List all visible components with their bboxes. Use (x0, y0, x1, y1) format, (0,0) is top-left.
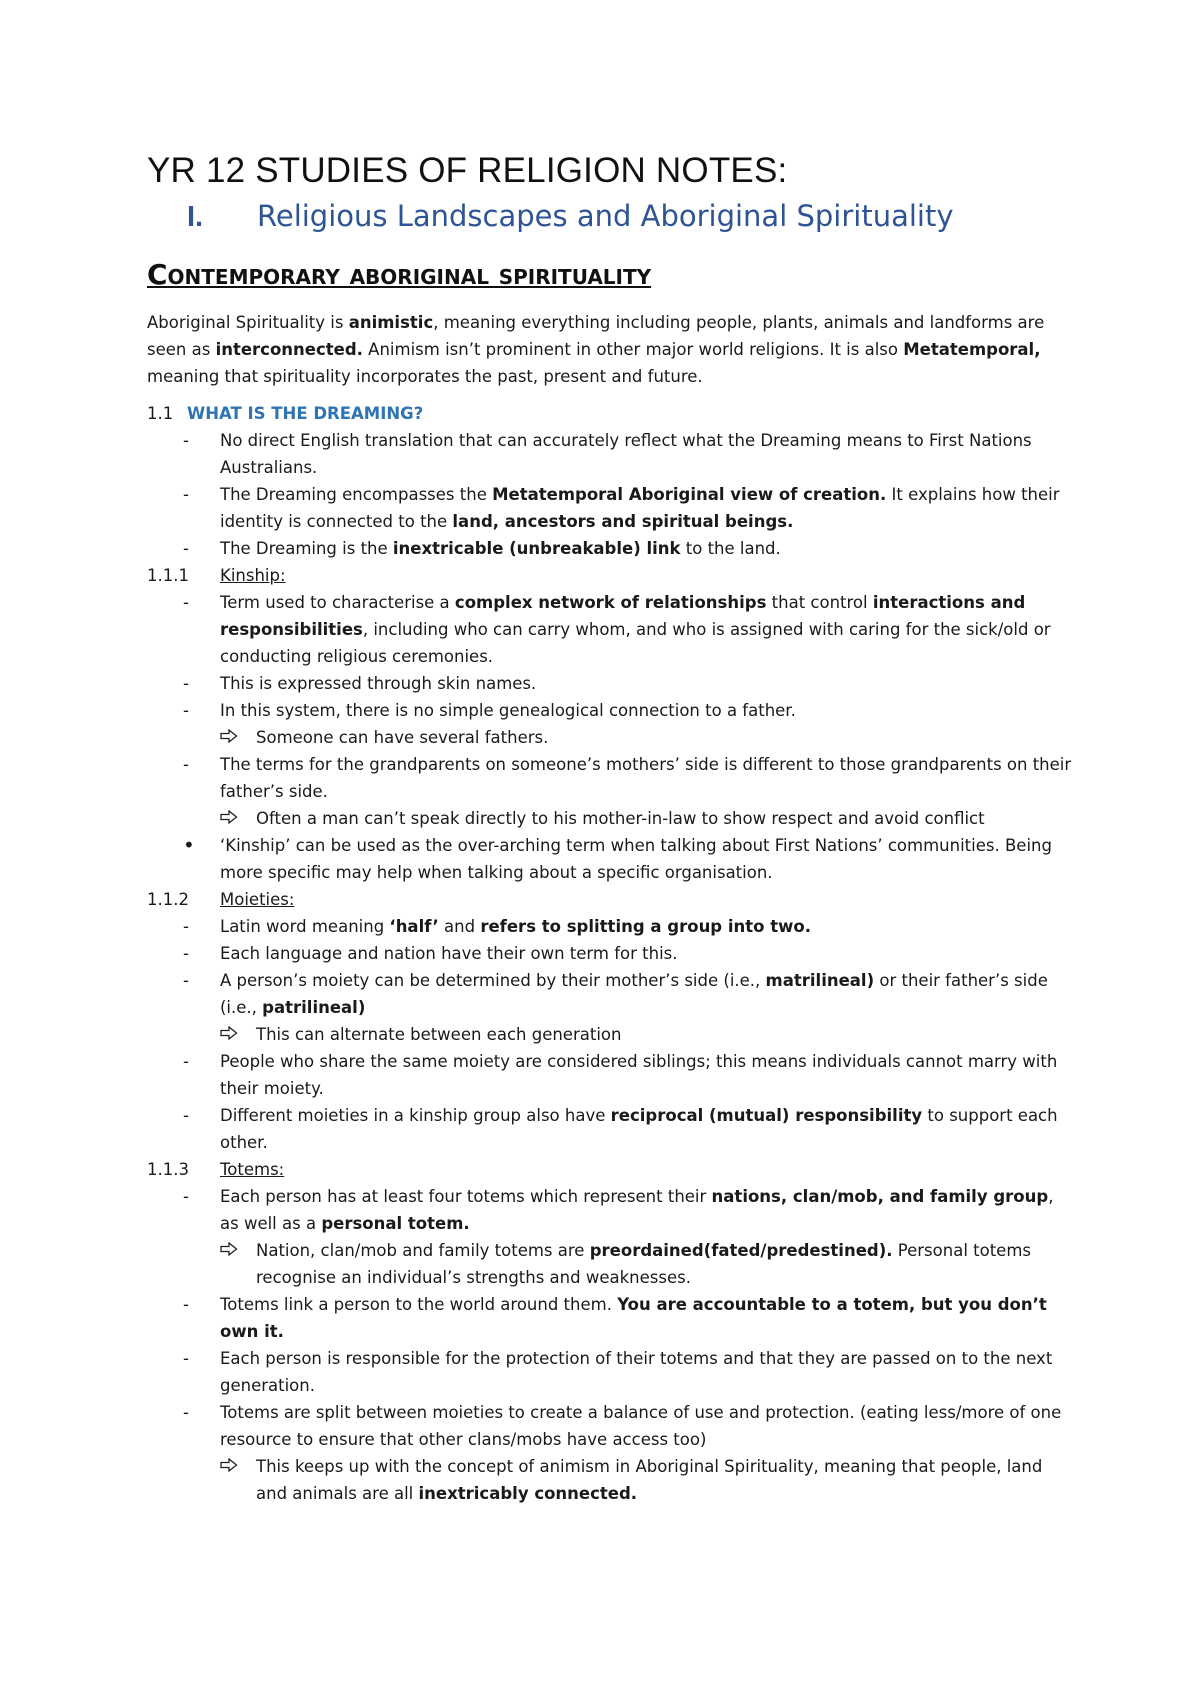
list-item-text (256, 1021, 1077, 1048)
text-run: Each language and nation have their own term for this. (220, 944, 678, 963)
bold-text: complex network of relationships (454, 593, 767, 612)
text-run: Each person is responsible for the protection of their totems and that they are passed on to the next generation. (220, 1349, 1053, 1395)
bold-text: nations, clan/mob, and family group (711, 1187, 1049, 1206)
list-item-text (220, 697, 1077, 724)
dash-icon: - (183, 1295, 189, 1314)
bold-text: inextricably connected. (418, 1484, 638, 1503)
text-run: Each person has at least four totems which represent their (220, 1187, 712, 1206)
text-run: Animism isn’t prominent in other major world religions. It is also (362, 340, 904, 359)
dash-list-item (147, 913, 1077, 940)
dash-icon: - (183, 539, 189, 558)
bold-text: personal totem. (321, 1214, 470, 1233)
notes-list (147, 400, 1077, 1507)
arrow-list-item (147, 805, 1077, 832)
bold-text: reciprocal (mutual) responsibility (610, 1106, 923, 1125)
text-run: Aboriginal Spirituality is (147, 313, 349, 332)
document-content (147, 148, 1077, 1507)
list-item-text (256, 724, 1077, 751)
dash-list-item (147, 427, 1077, 481)
bullet-icon: • (183, 833, 195, 857)
list-item-text (220, 913, 1077, 940)
text-run: Totems link a person to the world around them. (220, 1295, 618, 1314)
chapter-number: I. (187, 201, 204, 233)
list-item-text (220, 1048, 1077, 1102)
section-heading: Contemporary aboriginal spirituality (147, 258, 652, 291)
subsubsection-heading (147, 562, 1077, 589)
text-run: that control (766, 593, 873, 612)
dash-list-item (147, 1291, 1077, 1345)
subsubsection-heading (147, 886, 1077, 913)
text-run: A person’s moiety can be determined by their mother’s side (i.e., (220, 971, 766, 990)
text-run: In this system, there is no simple genealogical connection to a father. (220, 701, 796, 720)
bold-text: matrilineal) (765, 971, 875, 990)
text-run: No direct English translation that can accurately reflect what the Dreaming means to First Nations Australians. (220, 431, 1032, 477)
dash-icon: - (183, 1349, 189, 1368)
heading-number: 1.1.1 (147, 566, 189, 585)
list-item-text (220, 967, 1077, 1021)
bold-text: ‘half’ (389, 917, 439, 936)
arrow-icon (220, 1453, 256, 1507)
text-run: People who share the same moiety are considered siblings; this means individuals cannot marry with their moiety. (220, 1052, 1058, 1098)
list-item-text (220, 427, 1077, 481)
list-item-text (256, 1453, 1077, 1507)
text-run: The Dreaming is the (220, 539, 393, 558)
list-item-text (220, 940, 1077, 967)
list-item-text (256, 805, 1077, 832)
dash-icon: - (183, 971, 189, 990)
text-run: to the land. (680, 539, 781, 558)
heading-text: Totems: (220, 1160, 285, 1179)
dash-icon: - (183, 917, 189, 936)
dash-icon: - (183, 593, 189, 612)
text-run: Personal totems recognise an individual’s strengths and weaknesses. (256, 1241, 1032, 1287)
bold-text: preordained(fated/predestined). (589, 1241, 893, 1260)
dash-icon: - (183, 1187, 189, 1206)
arrow-icon (220, 724, 256, 751)
dash-list-item (147, 1399, 1077, 1453)
heading-text: Moieties: (220, 890, 295, 909)
text-run: to support each other. (220, 1106, 1058, 1152)
list-item-text (220, 481, 1077, 535)
page-title: YR 12 STUDIES OF RELIGION NOTES: (147, 151, 788, 190)
subsubsection-heading (147, 1156, 1077, 1183)
dash-list-item (147, 967, 1077, 1021)
bold-text: interconnected. (215, 340, 363, 359)
bold-text: Metatemporal Aboriginal view of creation. (492, 485, 887, 504)
text-run: , meaning everything including people, plants, animals and landforms are seen as (147, 313, 1045, 359)
arrow-list-item (147, 1453, 1077, 1507)
list-item-text (220, 1102, 1077, 1156)
dash-list-item (147, 697, 1077, 724)
bold-text: interactions and responsibilities (220, 593, 1026, 639)
arrow-list-item (147, 1021, 1077, 1048)
arrow-list-item (147, 1237, 1077, 1291)
dash-icon: - (183, 431, 189, 450)
text-run: and (438, 917, 481, 936)
heading-text: WHAT IS THE DREAMING? (187, 404, 424, 423)
list-item-text (220, 1345, 1077, 1399)
dash-icon: - (183, 674, 189, 693)
dash-icon: - (183, 1052, 189, 1071)
arrow-list-item (147, 724, 1077, 751)
text-run: Latin word meaning (220, 917, 390, 936)
arrow-icon (220, 805, 256, 832)
text-run: Term used to characterise a (220, 593, 455, 612)
list-item-text (220, 535, 1077, 562)
bold-text: inextricable (unbreakable) link (392, 539, 681, 558)
intro-paragraph (147, 309, 1077, 390)
heading-number: 1.1.2 (147, 890, 189, 909)
text-run: ‘Kinship’ can be used as the over-arching term when talking about First Nations’ communities. Being more specific may help when talking about a specific organisation. (220, 836, 1052, 882)
dash-list-item (147, 670, 1077, 697)
list-item-text (220, 1399, 1077, 1453)
text-run: Totems are split between moieties to create a balance of use and protection. (eating less/more of one resource to ensure that other clans/mobs have access too) (220, 1403, 1062, 1449)
list-item-text (220, 1291, 1077, 1345)
text-run: , as well as a (220, 1187, 1054, 1233)
bold-text: land, ancestors and spiritual beings. (452, 512, 794, 531)
dash-icon: - (183, 701, 189, 720)
heading-number: 1.1.3 (147, 1160, 189, 1179)
arrow-icon (220, 1237, 256, 1291)
list-item-text (220, 832, 1077, 886)
dash-list-item (147, 751, 1077, 805)
text-run: Nation, clan/mob and family totems are (256, 1241, 590, 1260)
dash-icon: - (183, 1403, 189, 1422)
dash-icon: - (183, 944, 189, 963)
text-run: Often a man can’t speak directly to his mother-in-law to show respect and avoid conflict (256, 809, 985, 828)
bullet-list-item (147, 832, 1077, 886)
dash-list-item (147, 1102, 1077, 1156)
dash-list-item (147, 1048, 1077, 1102)
text-run: The terms for the grandparents on someone’s mothers’ side is different to those grandparents on their father’s side. (220, 755, 1072, 801)
dash-icon: - (183, 1106, 189, 1125)
list-item-text (220, 751, 1077, 805)
list-item-text (256, 1237, 1077, 1291)
bold-text: patrilineal) (262, 998, 366, 1017)
chapter-title: Religious Landscapes and Aboriginal Spirituality (257, 199, 954, 233)
bold-text: You are accountable to a totem, but you don’t own it. (220, 1295, 1047, 1341)
heading-text: Kinship: (220, 566, 286, 585)
text-run: This is expressed through skin names. (220, 674, 537, 693)
dash-list-item (147, 1183, 1077, 1237)
dash-icon: - (183, 755, 189, 774)
dash-list-item (147, 1345, 1077, 1399)
text-run: This can alternate between each generation (256, 1025, 622, 1044)
dash-icon: - (183, 485, 189, 504)
bold-text: animistic (348, 313, 434, 332)
text-run: The Dreaming encompasses the (220, 485, 493, 504)
dash-list-item (147, 481, 1077, 535)
text-run: or their father’s side (i.e., (220, 971, 1048, 1017)
list-item-text (220, 589, 1077, 670)
bold-text: refers to splitting a group into two. (480, 917, 811, 936)
text-run: It explains how their identity is connected to the (220, 485, 1060, 531)
list-item-text (220, 1183, 1077, 1237)
dash-list-item (147, 940, 1077, 967)
text-run: Someone can have several fathers. (256, 728, 549, 747)
text-run: , including who can carry whom, and who is assigned with caring for the sick/old or conducting religious ceremonies. (220, 620, 1051, 666)
bold-text: Metatemporal, (903, 340, 1041, 359)
heading-number: 1.1 (147, 404, 174, 423)
text-run: This keeps up with the concept of animism in Aboriginal Spirituality, meaning that people, land and animals are all (256, 1457, 1043, 1503)
text-run: Different moieties in a kinship group also have (220, 1106, 611, 1125)
dash-list-item (147, 535, 1077, 562)
text-run: meaning that spirituality incorporates the past, present and future. (147, 367, 703, 386)
list-item-text (220, 670, 1077, 697)
dash-list-item (147, 589, 1077, 670)
chapter-heading (147, 194, 1077, 239)
arrow-icon (220, 1021, 256, 1048)
subsection-heading (147, 400, 1077, 427)
